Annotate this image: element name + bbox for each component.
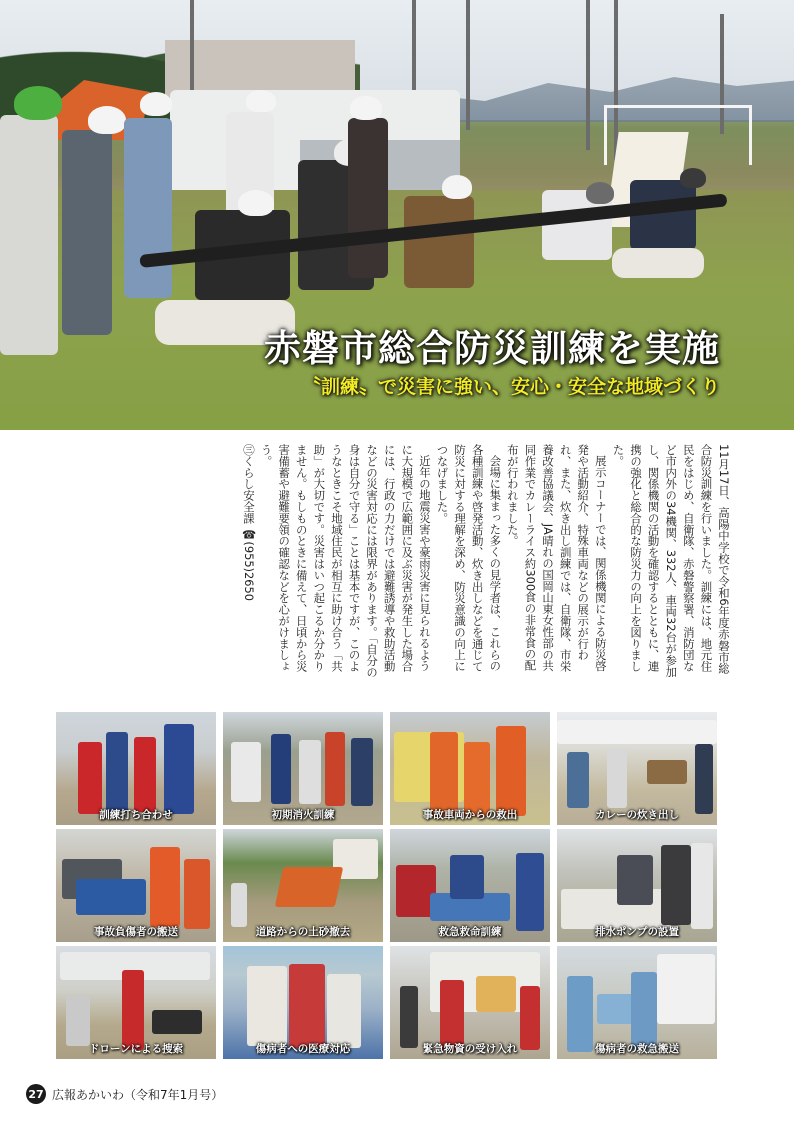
photo-caption: 排水ポンプの設置 — [595, 926, 679, 938]
photo-caption: 訓練打ち合わせ — [99, 809, 173, 821]
page-footer — [26, 1084, 223, 1104]
publication-name: 広報あかいわ（令和7年1月号） — [52, 1087, 224, 1102]
photo-caption: ドローンによる捜索 — [88, 1043, 184, 1055]
photo-caption: 事故負傷者の搬送 — [94, 926, 178, 938]
page-title: 赤磐市総合防災訓練を実施 — [264, 327, 720, 370]
hero-photo — [0, 0, 794, 430]
article-body — [52, 444, 732, 682]
contact-info: ㊂くらし安全課 ☎(955)2650 — [241, 444, 256, 602]
photo-tile — [223, 829, 383, 942]
page-number: 27 — [26, 1084, 46, 1104]
photo-caption: 救急救命訓練 — [438, 926, 502, 938]
photo-caption: 緊急物資の受け入れ — [422, 1043, 518, 1055]
page-subtitle: 〝訓練〟で災害に強い、安心・安全な地域づくり — [301, 376, 720, 398]
photo-grid — [56, 712, 718, 1060]
photo-tile — [557, 829, 717, 942]
photo-tile — [557, 712, 717, 825]
photo-tile — [56, 946, 216, 1059]
photo-tile — [223, 712, 383, 825]
photo-caption: 傷病者の救急搬送 — [595, 1043, 679, 1055]
photo-caption: 道路からの土砂撤去 — [255, 926, 351, 938]
photo-tile — [56, 712, 216, 825]
photo-tile — [557, 946, 717, 1059]
article-paragraph: 近年の地震災害や豪雨災害に見られるように大規模で広範囲に及ぶ災害が発生した場合には、行政の力だけでは避難誘導や救助活動などの災害対応には限界があります。「自分の身は自分で守る」ことは基本ですが、このようなときこそ地域住民が相互に助け合う「共助」が大切です。災害はいつ起こるか分かりません。もしものときに備えて、日頃から災害備蓄や避難要領の確認などを心がけましょう。 — [259, 444, 432, 678]
photo-tile — [223, 946, 383, 1059]
photo-tile — [56, 829, 216, 942]
photo-caption: 事故車両からの救出 — [422, 809, 518, 821]
photo-caption: カレーの炊き出し — [595, 809, 679, 821]
photo-tile — [390, 829, 550, 942]
article-paragraph: 会場に集まった多くの見学者は、これらの各種訓練や啓発活動、炊き出しなどを通じて防災に対する理解を深め、防災意識の向上につなげました。 — [435, 444, 503, 672]
photo-caption: 傷病者への医療対応 — [255, 1043, 351, 1055]
photo-tile — [390, 946, 550, 1059]
article-paragraph: 展示コーナーでは、関係機関による防災啓発や活動紹介、特殊車両などの展示が行われ、また、炊き出し訓練では、自衛隊、市栄養改善協議会、JA晴れの国岡山東女性部の共同作業でカレーライス約300食の非常食の配布が行われました。 — [505, 444, 608, 672]
article-paragraph: 11月17日、高陽中学校で令和6年度赤磐市総合防災訓練を行いました。訓練には、地元住民をはじめ、自衛隊、赤磐警察署、消防団など市内外の34機関、332人、車両32台が参加し、関係機関の活動を確認するとともに、連携の強化と総合的な防災力の向上を図りました。 — [611, 444, 731, 678]
photo-caption: 初期消火訓練 — [271, 809, 335, 821]
photo-tile — [390, 712, 550, 825]
